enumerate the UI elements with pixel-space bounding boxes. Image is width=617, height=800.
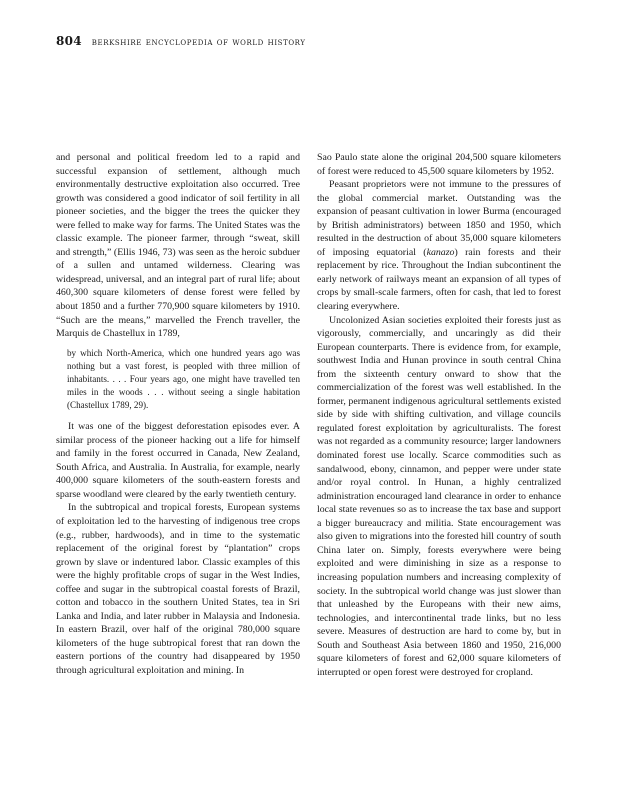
right-column: [317, 151, 561, 679]
paragraph: Uncolonized Asian societies exploited their forests just as vigorously, commercially, and uncaringly as did their European counterparts. There is evidence from, for example, southwest India and Hunan province in south central China from the sixteenth century onward to show that the commercialization of the forest was well established. In the former, permanent indigenous agricultural settlements existed side by side with shifting cultivation, and village councils regulated forest exploitation by agriculturalists. The forest was not regarded as a community resource; larger landowners dominated forest use locally. Scarce commodities such as sandalwood, ebony, cinnamon, and pepper were under state and/or royal control. In Hunan, a highly centralized administration encouraged land clearance in order to enhance local state revenues so as to increase the tax base and support a bigger bureaucracy and militia. State encouragement was also given to migrations into the forested hill country of south China later on. Simply, forests everywhere were being exploited and were diminishing in size as a response to increasing population numbers and increasing complexity of society. In the subtropical world change was just slower than that unleashed by the Europeans with their new aims, technologies, and intercontinental trade links, but no less severe. Measures of destruction are hard to come by, but in South and Southeast Asia between 1860 and 1950, 216,000 square kilometers of forest and 62,000 square kilometers of interrupted or open forest were destroyed for cropland.: [317, 314, 561, 678]
paragraph-text: Peasant proprietors were not immune to the pressures of the global commercial market. Outstanding was the expansion of peasant cultivation in lower Burma (encouraged by British administrators) between 1850 and 1950, which resulted in the destruction of about 35,000 square kilometers of imposing equatorial (: [317, 179, 561, 258]
running-header: [56, 34, 561, 48]
paragraph: [317, 178, 561, 313]
paragraph-text: ) rain forests and their replacement by rice. Throughout the Indian subcontinent the early network of railways meant an expansion of all types of crops by small-scale farmers, often for cash, that led to forest clearing everywhere.: [317, 246, 561, 313]
italic-term: kanazo: [426, 246, 455, 258]
paragraph: In the subtropical and tropical forests, European systems of exploitation led to the harvesting of indigenous tree crops (e.g., rubber, hardwoods), and in time to the systematic replacement of the original forest by “plantation” crops grown by slave or indentured labor. Classic examples of this were the highly profitable crops of sugar in the West Indies, coffee and sugar in the subtropical coastal forests of Brazil, cotton and tobacco in the southern United States, tea in Sri Lanka and India, and later rubber in Malaysia and Indonesia. In eastern Brazil, over half of the original 780,000 square kilometers of the huge subtropical forest that ran down the eastern portions of the country had disappeared by 1950 through agricultural exploitation and mining. In: [56, 502, 300, 676]
left-column: [56, 151, 300, 678]
paragraph: Sao Paulo state alone the original 204,500 square kilometers of forest were reduced to 45,500 square kilometers by 1952.: [317, 152, 561, 177]
quote-text: by which North-America, which one hundred years ago was nothing but a vast forest, is peopled with three million of inhabitants. . . . Four years ago, one might have travelled ten miles in the woods . . . without seeing a single habitation (Chastellux 1789, 29).: [67, 347, 300, 411]
block-quote: [67, 347, 300, 412]
paragraph: and personal and political freedom led to a rapid and successful expansion of settlement, although much environmentally destructive exploitation also occurred. Tree growth was considered a good indicator of soil fertility in all pioneer societies, and the bigger the trees the quicker they were felled to make way for farms. The United States was the classic example. The pioneer farmer, through “sweat, skill and strength,” (Ellis 1946, 73) was seen as the heroic subduer of a sullen and untamed wilderness. Clearing was widespread, universal, and an integral part of rural life; about 460,300 square kilometers of dense forest were felled by about 1850 and a further 770,900 square kilometers by 1910. “Such are the means,” marvelled the French traveller, the Marquis de Chastellux in 1789,: [56, 152, 300, 340]
page-number: 804: [56, 34, 82, 48]
running-title: berkshire encyclopedia of world history: [91, 37, 306, 48]
paragraph: It was one of the biggest deforestation episodes ever. A similar process of the pioneer hacking out a life for himself and family in the forest occurred in Canada, New Zealand, South Africa, and Australia. In Australia, for example, nearly 400,000 square kilometers of the south-eastern forests and sparse woodland were cleared by the early twentieth century.: [56, 421, 300, 500]
